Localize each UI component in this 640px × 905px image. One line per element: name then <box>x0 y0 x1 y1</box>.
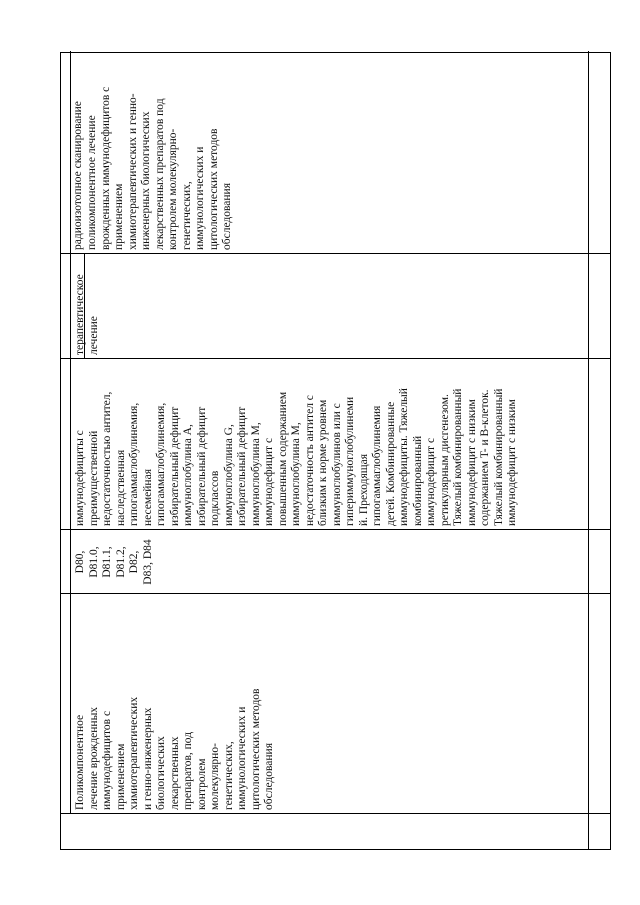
treatment-method-cell: поликомпонентное лечение врожденных иммунодефицитов с применением химиотерапевтических и генно- инженерных биологических лекарственных препаратов под контролем молекулярно- генетических, иммунологических и цитологических методов обследования <box>86 86 233 250</box>
method-cell: Поликомпонентное лечение врожденных иммунодефицитов с применением химиотерапевтических и генно-инженерных биологических лекарственных препаратов, под контролем молекулярно- генетических, иммунологических и цитологических методов обследования <box>74 688 275 810</box>
row-divider <box>70 254 71 814</box>
model-patient-cell: иммунодефициты с преимущественной недостаточностью антител, наследственная гипогаммаглобулинемия, несемейная гипогаммаглобулинемия, избирательный дефицит иммуноглобулина A, избирательный дефицит подклассов иммуноглобулина G, избирательный дефицит иммуноглобулина M, иммунодефицит с повышенным содержанием иммуноглобулина M, недостаточность антител с близким к норме уровнем иммуноглобулинов или с гипериммуноглобулинеми й. Преходящая гипогаммаглобулинемия детей. Комбинированные иммунодефициты. Тяжелый комбинированный иммунодефицит с ретикулярным дисгенезом. Тяжелый комбинированный иммунодефицит с низким содержанием T- и B-клеток. Тяжелый комбинированный иммунодефицит с низким <box>74 388 518 526</box>
medical-table <box>60 52 611 850</box>
previous-method-tail: радиоизотопное сканирование <box>72 101 84 250</box>
row-divider <box>588 51 589 849</box>
treatment-type-cell: терапевтическое лечение <box>74 274 100 355</box>
icd-codes-cell: D80, D81.0, D81.1, D81.2, D82, D83, D84 <box>74 539 154 585</box>
